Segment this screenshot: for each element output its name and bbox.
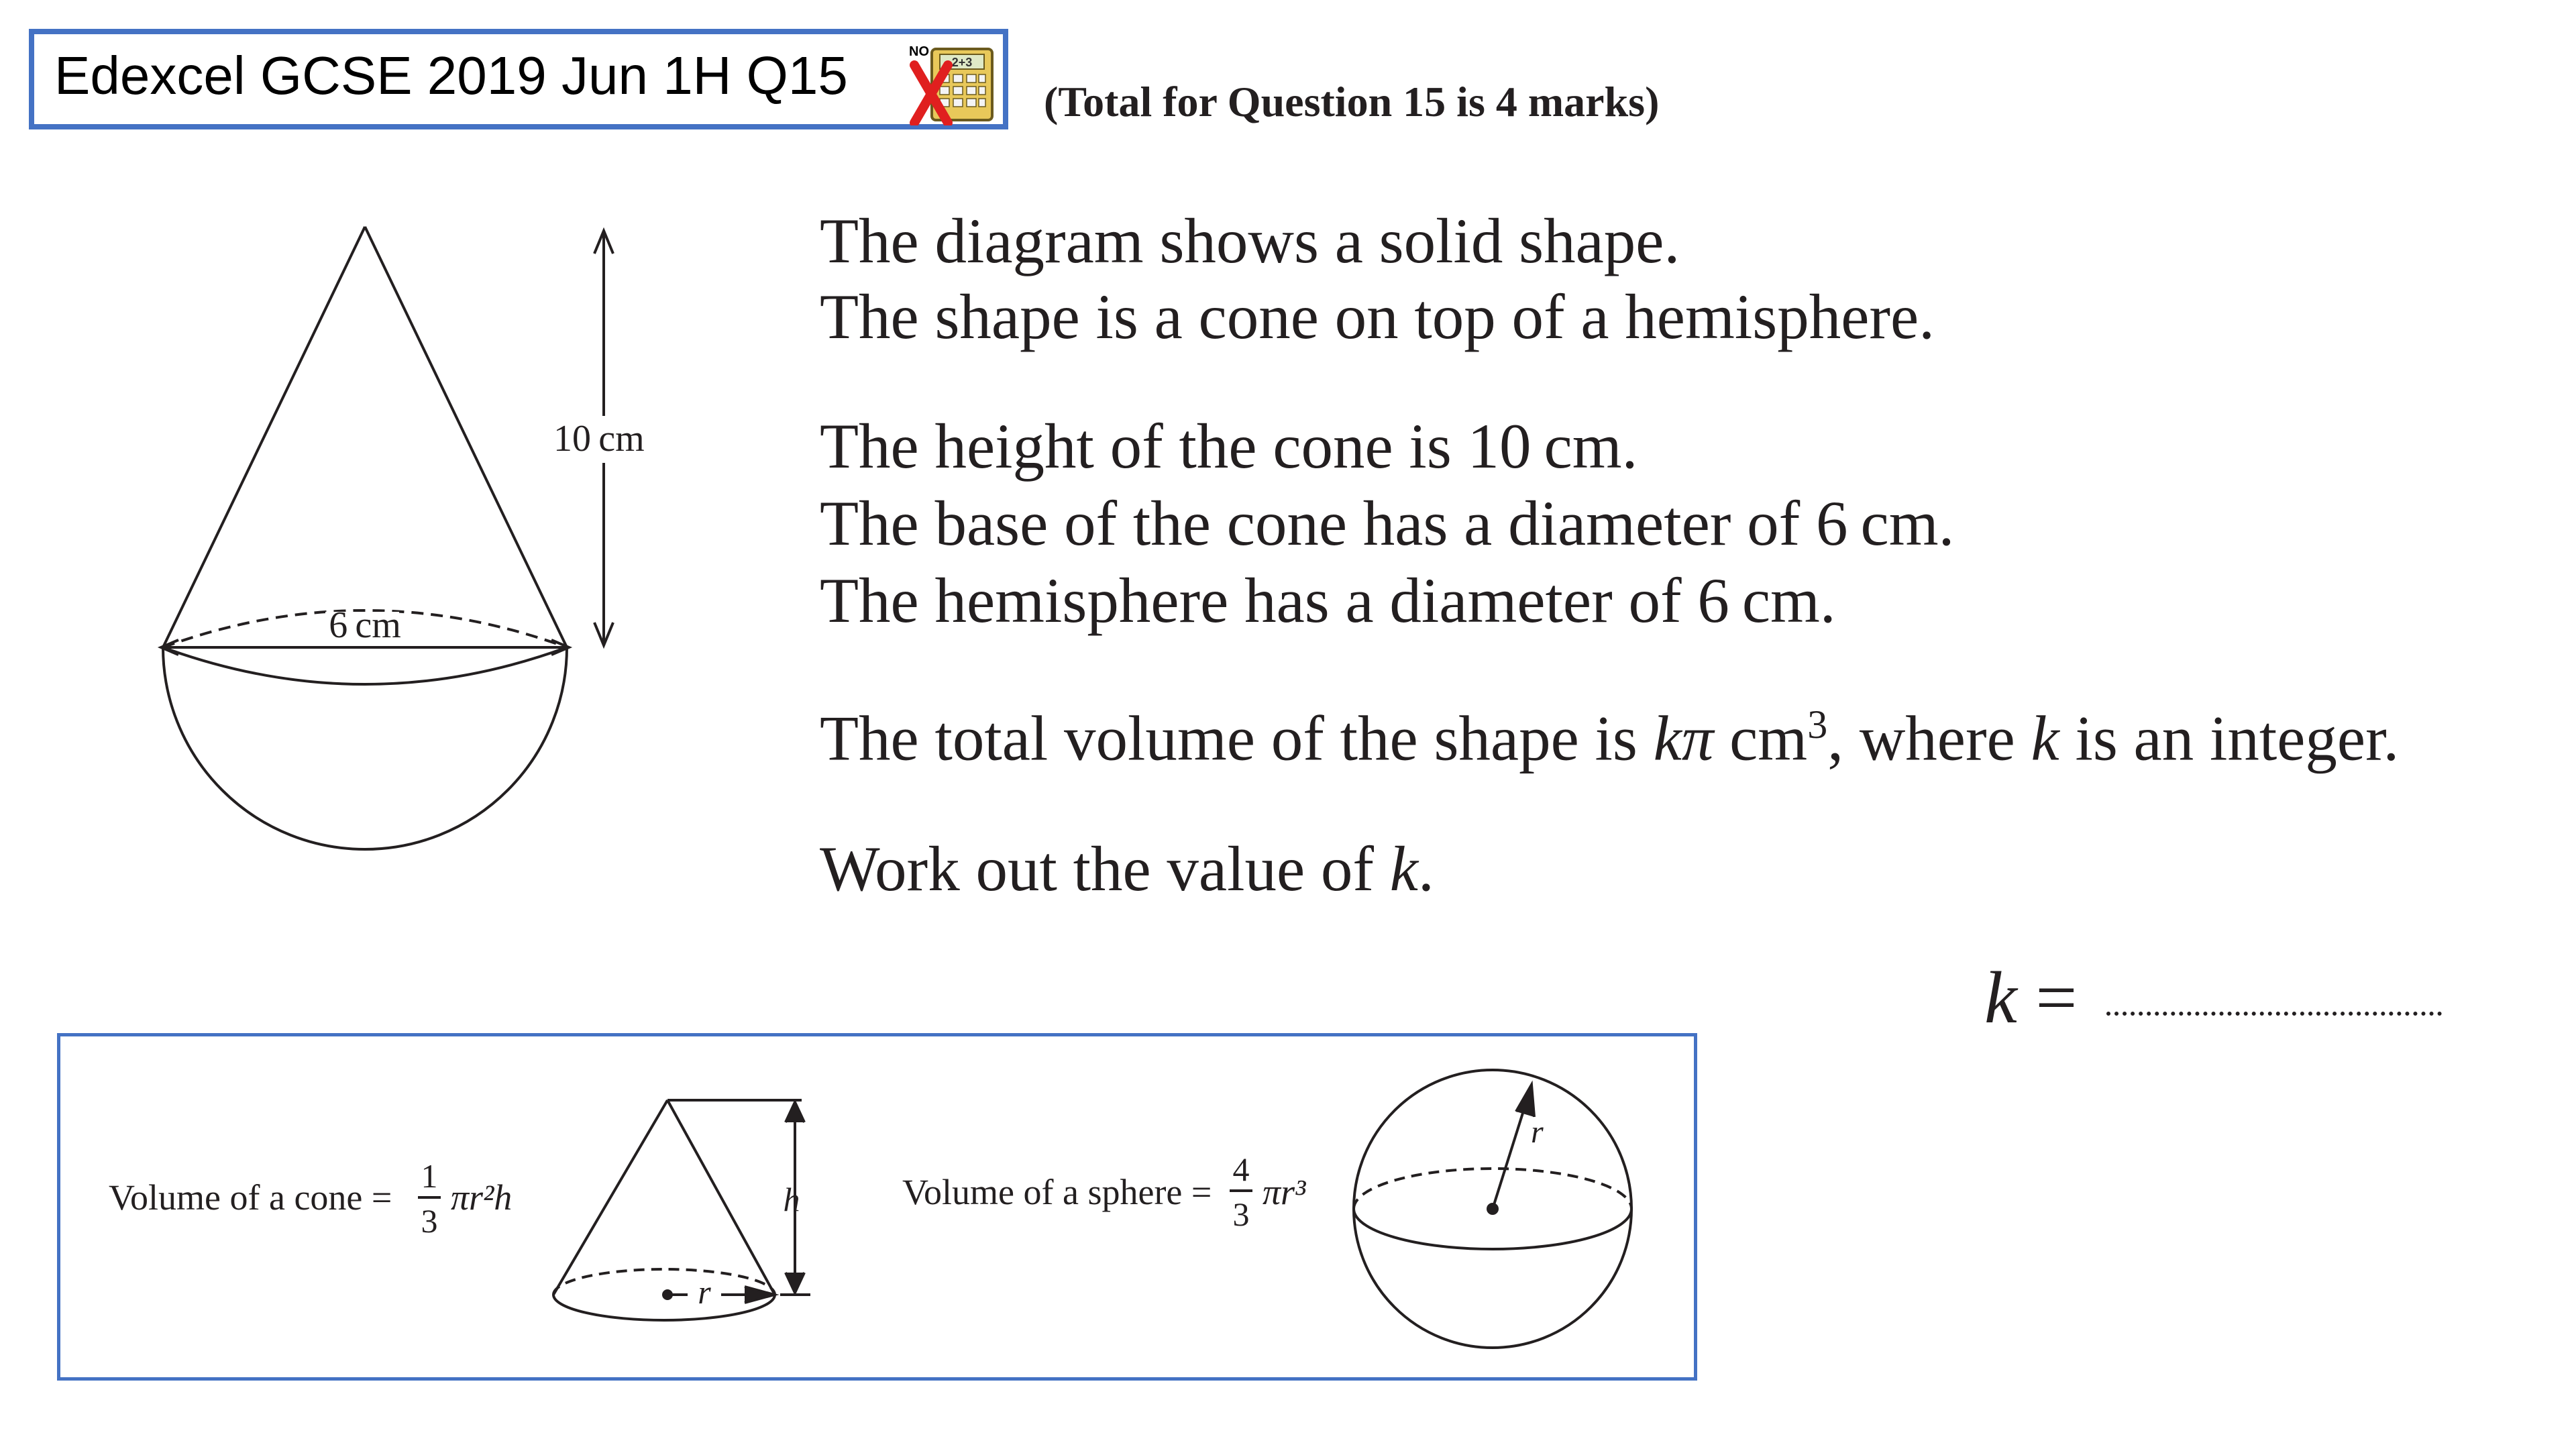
cone-right-edge [365,227,567,647]
answer-line[interactable] [2106,1012,2442,1016]
volume-k-pi: kπ [1653,702,1714,774]
sphere-figure [1354,1070,1631,1348]
sphere-formula-label: Volume of a sphere = [902,1172,1212,1212]
work-suffix: . [1417,833,1434,904]
cone-height-label: h [783,1181,800,1218]
volume-k: k [2031,702,2059,774]
volume-prefix: The total volume of the shape is [820,702,1654,774]
question-line-5: The hemisphere has a diameter of 6 cm. [820,565,1836,636]
sphere-fraction-denominator: 3 [1232,1195,1250,1233]
cone-fraction-denominator: 3 [421,1202,438,1240]
work-prefix: Work out the value of [820,833,1390,904]
answer-variable: k [1984,957,2017,1038]
total-marks: (Total for Question 15 is 4 marks) [1044,78,1660,125]
question-line-1: The diagram shows a solid shape. [820,205,1680,276]
question-line-4: The base of the cone has a diameter of 6 cm. [820,488,1955,559]
formulae-graphics [60,1036,1694,1377]
answer-label [1984,957,2078,1038]
cone-formula-label: Volume of a cone = [109,1177,392,1218]
volume-mid: , where [1827,702,2031,774]
work-k: k [1389,833,1418,904]
hemisphere-arc [163,647,567,849]
height-label: 10 cm [553,418,645,460]
work-out-instruction [820,833,1434,904]
question-header [29,29,1008,129]
volume-statement [820,702,2400,774]
calculator-display-text: 2+3 [951,56,973,69]
base-front-ellipse [163,647,567,684]
cone-formula-expression: πr²h [451,1177,513,1218]
question-line-2: The shape is a cone on top of a hemisphere. [820,281,1935,352]
no-calculator-icon [906,40,1000,125]
sphere-radius-label: r [1531,1114,1544,1150]
cone-radius-label: r [698,1273,711,1311]
sphere-fraction-numerator: 4 [1232,1150,1250,1188]
question-title: Edexcel GCSE 2019 Jun 1H Q15 [54,46,848,105]
calculator-badge-text: NO [909,44,929,59]
cone-fraction-numerator: 1 [421,1157,438,1195]
cone-hemisphere-diagram [134,201,711,885]
cone-figure [553,1100,810,1320]
answer-equals: = [2017,957,2078,1038]
volume-unit: cm [1713,702,1808,774]
sphere-formula-expression: πr³ [1263,1172,1306,1212]
diameter-label: 6 cm [329,604,401,646]
volume-exponent: 3 [1807,702,1828,747]
volume-suffix: is an integer. [2059,702,2400,774]
cone-left-edge [163,227,365,647]
question-line-3: The height of the cone is 10 cm. [820,411,1638,482]
formulae-box [57,1033,1697,1381]
